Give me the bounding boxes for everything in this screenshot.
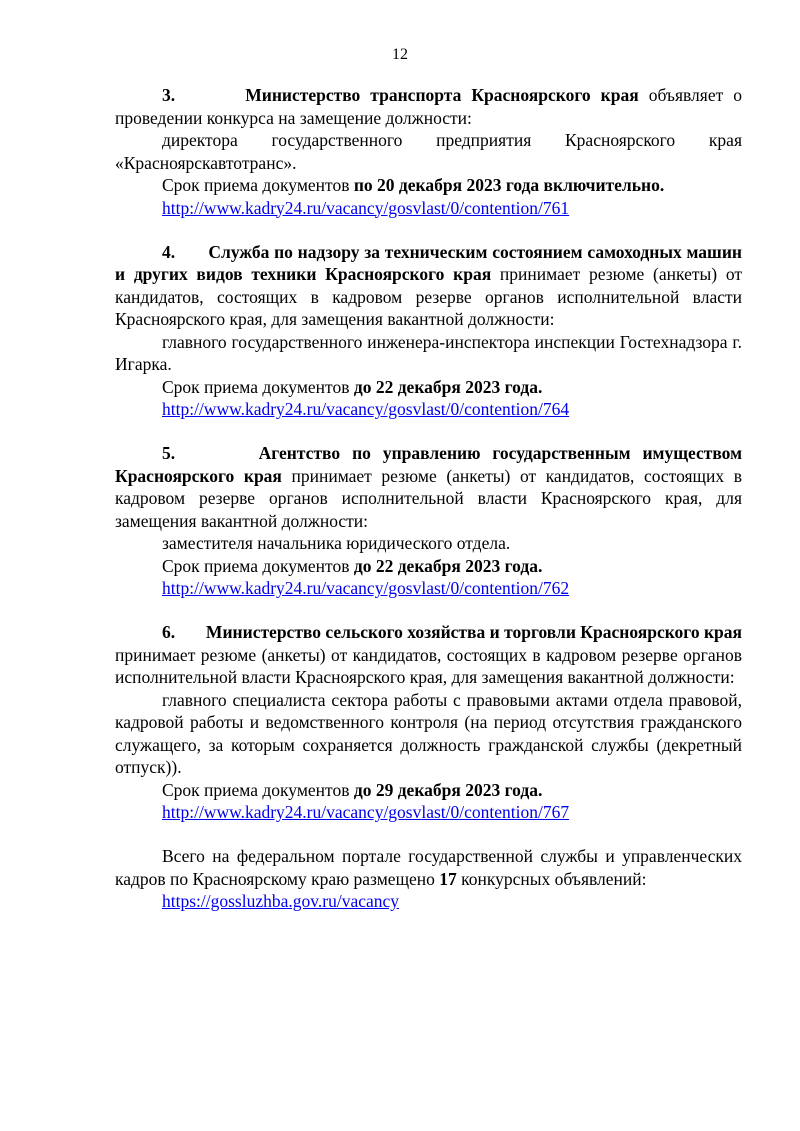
section-3-org: Министерство транспорта Красноярского края xyxy=(245,85,639,105)
section-6-deadline-prefix: Срок приема документов xyxy=(162,779,354,800)
document-body xyxy=(115,84,742,913)
section-3-position: директора государственного предприятия Красноярского края «Красноярскавтотранс». xyxy=(115,130,742,173)
summary-text xyxy=(115,845,742,890)
section-3-deadline xyxy=(115,174,742,197)
section-3-heading xyxy=(115,84,742,129)
section-6-deadline xyxy=(115,779,742,802)
section-3-number: 3. xyxy=(162,85,176,105)
section-5-position: заместителя начальника юридического отдела. xyxy=(162,533,511,553)
section-5-heading xyxy=(115,442,742,532)
summary-text-after: конкурсных объявлений: xyxy=(456,868,647,889)
section-3-deadline-prefix: Срок приема документов xyxy=(162,175,354,195)
section-3-action: объявляет о проведении конкурса на замещение должности: xyxy=(115,85,743,128)
page-number: 12 xyxy=(392,46,408,63)
section-4 xyxy=(115,241,742,421)
section-4-heading xyxy=(115,241,742,331)
summary-count: 17 xyxy=(439,868,457,889)
section-6-number: 6. xyxy=(162,622,176,642)
section-6-position: главного специалиста сектора работы с правовыми актами отдела правовой, кадровой работы и ведомственного контроля (на период отсутствия гражданского служащего, за которым сохраняется должность гражданской службы (декретный отпуск)). xyxy=(115,689,742,777)
section-4-org: Служба по надзору за техническим состоянием самоходных машин и других видов техники Красноярского края xyxy=(115,241,742,284)
section-5-link-line xyxy=(115,577,742,600)
section-3-link-line xyxy=(115,197,742,220)
section-5-number: 5. xyxy=(162,443,176,463)
section-5-deadline-prefix: Срок приема документов xyxy=(162,555,354,576)
summary-link[interactable]: https://gossluzhba.gov.ru/vacancy xyxy=(162,891,400,911)
section-4-position: главного государственного инженера-инспектора инспекции Гостехнадзора г. Игарка. xyxy=(115,331,742,374)
section-3 xyxy=(115,84,742,219)
section-4-link[interactable]: http://www.kadry24.ru/vacancy/gosvlast/0/contention/764 xyxy=(162,399,570,419)
section-4-link-line xyxy=(115,398,742,421)
section-5-link[interactable]: http://www.kadry24.ru/vacancy/gosvlast/0/contention/762 xyxy=(162,578,570,598)
section-4-number: 4. xyxy=(162,241,176,262)
section-6-heading xyxy=(115,621,742,689)
section-3-link[interactable]: http://www.kadry24.ru/vacancy/gosvlast/0/contention/761 xyxy=(162,197,570,218)
section-6 xyxy=(115,621,742,824)
section-5 xyxy=(115,442,742,600)
section-5-deadline xyxy=(115,555,742,578)
section-5-action: принимает резюме (анкеты) от кандидатов, состоящих в кадровом резерве органов исполнительной власти Красноярского края, для замещения вакантной должности: xyxy=(115,465,742,531)
section-6-org: Министерство сельского хозяйства и торговли Красноярского края xyxy=(205,622,743,642)
summary-link-line xyxy=(115,890,742,913)
section-6-link-line xyxy=(115,801,742,824)
section-4-deadline-prefix: Срок приема документов xyxy=(162,376,354,397)
section-5-deadline-date: до 22 декабря 2023 года. xyxy=(353,555,543,576)
section-4-action: принимает резюме (анкеты) от кандидатов, состоящих в кадровом резерве органов исполнительной власти Красноярского края, для замещения вакантной должности: xyxy=(115,264,742,329)
section-6-deadline-date: до 29 декабря 2023 года. xyxy=(353,779,543,800)
section-3-deadline-date: по 20 декабря 2023 года включительно. xyxy=(353,175,665,195)
section-6-action: принимает резюме (анкеты) от кандидатов, состоящих в кадровом резерве органов исполнительной власти Красноярского края, для замещения вакантной должности: xyxy=(115,644,742,687)
section-4-deadline-date: до 22 декабря 2023 года. xyxy=(353,376,543,397)
summary-text-before: Всего на федеральном портале государственной службы и управленческих кадров по Красноярскому краю размещено xyxy=(115,846,742,889)
section-4-deadline xyxy=(115,376,742,399)
section-6-link[interactable]: http://www.kadry24.ru/vacancy/gosvlast/0/contention/767 xyxy=(162,802,570,822)
section-5-org: Агентство по управлению государственным имуществом Красноярского края xyxy=(115,443,743,486)
summary xyxy=(115,845,742,913)
